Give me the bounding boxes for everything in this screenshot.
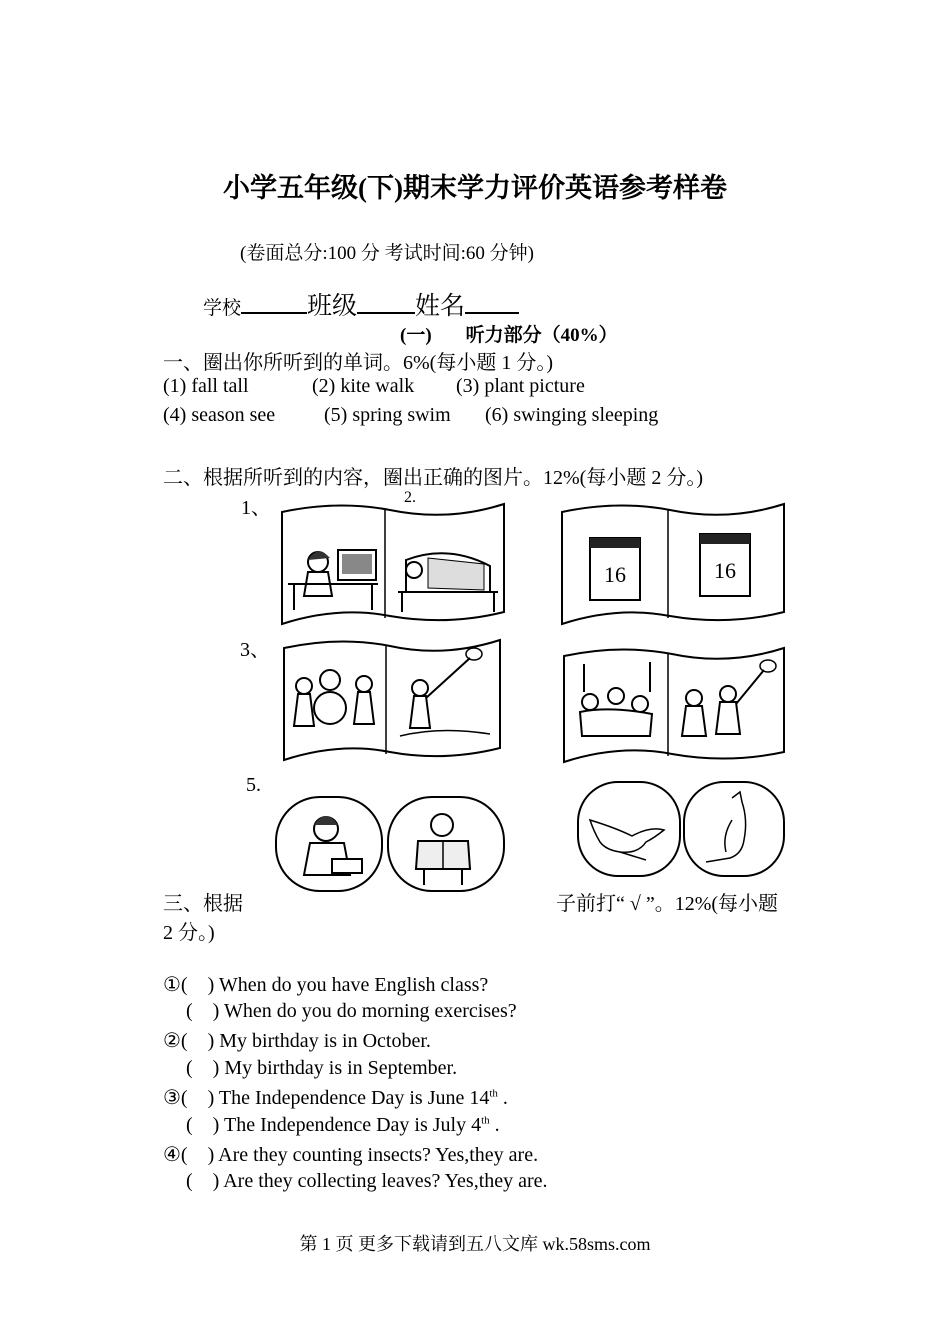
- exam-subtitle: (卷面总分:100 分 考试时间:60 分钟): [240, 243, 534, 264]
- picture-label-3: 3、: [240, 639, 270, 661]
- part-one-heading: [400, 320, 618, 347]
- question-text: ) When do you have English class?: [207, 974, 489, 996]
- question-1b: [186, 1000, 517, 1023]
- superscript: th: [481, 1114, 490, 1127]
- section1-heading: 一、圈出你所听到的单词。6%(每小题 1 分。): [163, 352, 553, 374]
- word-pair-6: (6) swinging sleeping: [485, 404, 659, 426]
- marker: (: [186, 1000, 193, 1022]
- calendar-1-date: 16: [604, 562, 626, 587]
- word-pair-1: (1) fall tall: [163, 375, 249, 397]
- word-pair-4: (4) season see: [163, 404, 276, 426]
- student-info: [203, 286, 519, 322]
- question-4a: [163, 1142, 538, 1167]
- marker: ②(: [163, 1030, 188, 1052]
- picture-label-1: 1、: [241, 497, 271, 519]
- name-blank[interactable]: [465, 294, 519, 314]
- class-label: 班级: [307, 293, 358, 320]
- word-pair-3: (3) plant picture: [456, 375, 585, 397]
- question-1a: [163, 972, 488, 997]
- question-text: ) When do you do morning exercises?: [212, 1000, 517, 1022]
- section3-heading-line2: 2 分。): [163, 922, 215, 944]
- part-one-title: 听力部分（40%）: [465, 325, 618, 346]
- question-text: ) The Independence Day is June 14: [207, 1087, 490, 1109]
- question-2b: [186, 1057, 457, 1080]
- page-footer: 第 1 页 更多下载请到五八文库 wk.58sms.com: [299, 1234, 651, 1254]
- question-text: ) My birthday is in September.: [212, 1057, 458, 1079]
- part-one-number: (一): [400, 325, 432, 346]
- question-text: ) Are they collecting leaves? Yes,they are.: [212, 1170, 548, 1192]
- picture-5-phone-reading[interactable]: [274, 795, 506, 893]
- question-text: ) The Independence Day is July 4: [212, 1114, 482, 1136]
- picture-3-snowman-butterfly[interactable]: [280, 636, 504, 762]
- section3-heading-right: 子前打“ √ ”。12%(每小题: [556, 893, 779, 915]
- school-blank[interactable]: [241, 294, 307, 314]
- question-end: .: [497, 1087, 508, 1109]
- marker: (: [186, 1057, 193, 1079]
- picture-4-children-insects[interactable]: [560, 644, 788, 764]
- marker: (: [186, 1114, 193, 1136]
- picture-label-5: 5.: [246, 774, 261, 796]
- page-title: 小学五年级(下)期末学力评价英语参考样卷: [223, 173, 727, 203]
- word-pair-5: (5) spring swim: [324, 404, 451, 426]
- question-text: ) Are they counting insects? Yes,they are.: [207, 1144, 539, 1166]
- marker: ①(: [163, 974, 188, 996]
- superscript: th: [489, 1087, 498, 1100]
- section3-heading-left: 三、根据: [163, 893, 243, 915]
- section2-heading: 二、根据所听到的内容，圈出正确的图片。12%(每小题 2 分。): [163, 467, 703, 489]
- name-label: 姓名: [415, 293, 466, 320]
- question-2a: [163, 1028, 431, 1053]
- calendar-2-date: 16: [714, 558, 736, 583]
- marker: (: [186, 1170, 193, 1192]
- marker: ③(: [163, 1087, 188, 1109]
- question-4b: [186, 1170, 548, 1193]
- picture-2-calendars[interactable]: [558, 500, 788, 626]
- question-end: .: [489, 1114, 500, 1136]
- school-label: 学校: [203, 298, 242, 319]
- picture-label-2: 2.: [404, 489, 416, 506]
- question-3b: [186, 1114, 500, 1137]
- picture-6-kangaroos[interactable]: [576, 780, 786, 878]
- class-blank[interactable]: [357, 294, 415, 314]
- question-text: ) My birthday is in October.: [207, 1030, 431, 1052]
- marker: ④(: [163, 1144, 188, 1166]
- word-pair-2: (2) kite walk: [312, 375, 415, 397]
- question-3a: [163, 1085, 508, 1110]
- picture-1-computer-sleep[interactable]: [278, 500, 508, 626]
